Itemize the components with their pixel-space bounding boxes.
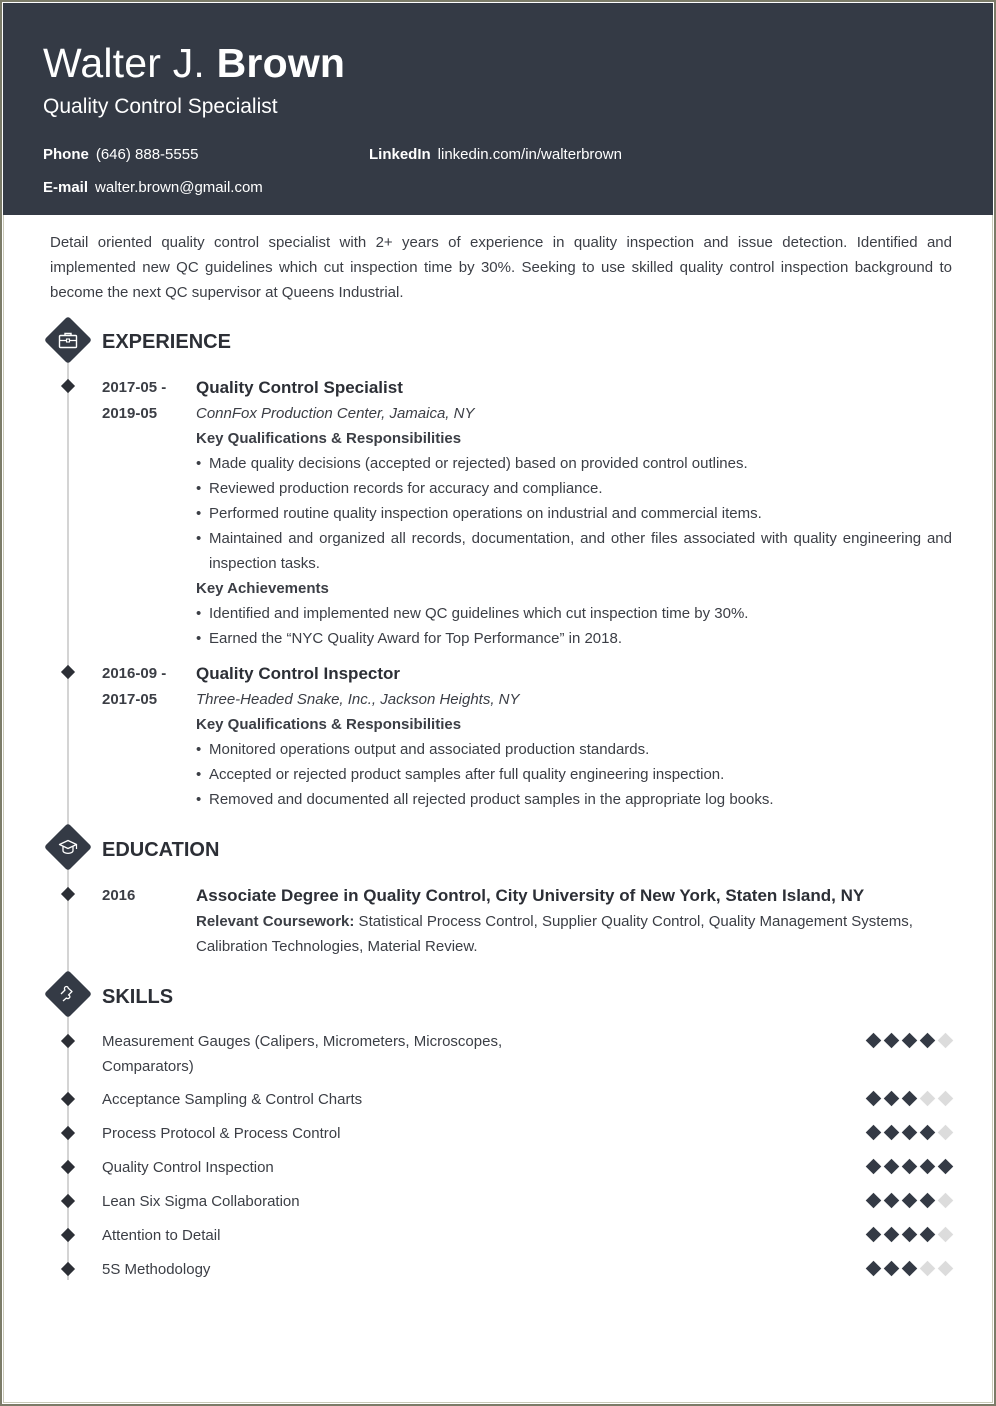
rating-diamond-icon [920,1261,936,1277]
skill-row [102,1155,952,1180]
date-end: 2017-05 [102,691,158,708]
skill-rating [867,1125,952,1140]
skill-name: Lean Six Sigma Collaboration [102,1193,300,1210]
list-item: • Made quality decisions (accepted or rejected) based on provided control outlines. [196,451,952,476]
rating-diamond-icon [884,1159,900,1175]
achievements-list [196,601,952,651]
rating-diamond-icon [902,1227,918,1243]
rating-diamond-icon [866,1159,882,1175]
list-item: • Accepted or rejected product samples after full quality engineering inspection. [196,762,952,787]
rating-diamond-icon [920,1159,936,1175]
last-name: Brown [216,40,346,86]
rating-diamond-icon [902,1193,918,1209]
coursework-list: Statistical Process Control, Supplier Quality Control, Quality Management Systems, Calibration Technologies, Material Review. [196,913,913,955]
profile-summary: Detail oriented quality control specialist with 2+ years of experience in quality inspection and issue detection. Identified and implemented new QC guidelines which cut inspection time by 30%. Seeking to use skilled quality control inspection background to become the next QC supervisor at Queens Industrial. [50,234,952,301]
degree: Associate Degree in Quality Control, City University of New York, Staten Island, NY [196,886,865,905]
skill-rating [867,1159,952,1174]
job-dates [102,375,166,427]
skill-row [102,1189,952,1214]
achievements-heading: Key Achievements [196,580,329,597]
contact-linkedin [369,146,622,163]
job-role: Quality Control Inspector [196,664,401,683]
rating-diamond-icon [938,1125,954,1141]
rating-diamond-icon [920,1227,936,1243]
email-label: E-mail [43,179,89,196]
email-value[interactable]: walter.brown@gmail.com [95,179,263,196]
phone-label: Phone [43,146,89,163]
job-role: Quality Control Specialist [196,378,403,397]
list-item: • Removed and documented all rejected product samples in the appropriate log books. [196,787,952,812]
responsibilities-heading: Key Qualifications & Responsibilities [196,716,462,733]
rating-diamond-icon [938,1193,954,1209]
rating-diamond-icon [866,1227,882,1243]
skill-row [102,1223,952,1248]
contact-phone [43,146,198,163]
list-item: • Identified and implemented new QC guidelines which cut inspection time by 30%. [196,601,952,626]
skill-name: Attention to Detail [102,1227,221,1244]
skill-rating [867,1227,952,1242]
puzzle-icon [55,981,81,1007]
linkedin-value[interactable]: linkedin.com/in/walterbrown [437,146,622,163]
rating-diamond-icon [866,1033,882,1049]
rating-diamond-icon [866,1261,882,1277]
rating-diamond-icon [938,1227,954,1243]
graduation-cap-icon [55,834,81,860]
date-start: 2016-09 - [102,665,167,682]
experience-entry [196,374,952,651]
job-company: ConnFox Production Center, Jamaica, NY [196,405,475,422]
rating-diamond-icon [884,1261,900,1277]
job-dates [102,661,166,713]
rating-diamond-icon [884,1033,900,1049]
list-item: • Monitored operations output and associated production standards. [196,737,952,762]
list-item: • Earned the “NYC Quality Award for Top Performance” in 2018. [196,626,952,651]
skill-name: Quality Control Inspection [102,1159,274,1176]
skill-name: Process Protocol & Process Control [102,1125,341,1142]
skill-rating [867,1261,952,1276]
contact-email [43,179,263,196]
rating-diamond-icon [884,1125,900,1141]
rating-diamond-icon [884,1193,900,1209]
skill-row [102,1257,952,1282]
briefcase-icon [55,327,81,353]
rating-diamond-icon [884,1091,900,1107]
rating-diamond-icon [866,1193,882,1209]
rating-diamond-icon [866,1125,882,1141]
section-title-experience: EXPERIENCE [102,331,231,353]
rating-diamond-icon [902,1261,918,1277]
coursework-label: Relevant Coursework: [196,913,355,930]
skill-name: Acceptance Sampling & Control Charts [102,1091,363,1108]
rating-diamond-icon [902,1033,918,1049]
rating-diamond-icon [902,1159,918,1175]
rating-diamond-icon [920,1091,936,1107]
rating-diamond-icon [938,1091,954,1107]
rating-diamond-icon [902,1125,918,1141]
timeline-line [67,350,69,1280]
skill-name: 5S Methodology [102,1261,211,1278]
skill-name: Measurement Gauges (Calipers, Micrometers, Microscopes, Comparators) [102,1033,503,1075]
skill-row [102,1121,952,1146]
skill-rating [867,1091,952,1106]
rating-diamond-icon [920,1193,936,1209]
linkedin-label: LinkedIn [369,146,431,163]
rating-diamond-icon [902,1091,918,1107]
experience-entry [196,660,952,812]
job-title: Quality Control Specialist [43,95,278,118]
section-title-skills: SKILLS [102,986,174,1008]
rating-diamond-icon [938,1159,954,1175]
responsibilities-heading: Key Qualifications & Responsibilities [196,430,462,447]
list-item: • Maintained and organized all records, documentation, and other files associated with quality engineering and inspection tasks. [196,526,952,576]
first-name: Walter J. [43,40,206,86]
rating-diamond-icon [884,1227,900,1243]
responsibilities-list [196,737,952,812]
job-company: Three-Headed Snake, Inc., Jackson Heights, NY [196,691,520,708]
rating-diamond-icon [920,1125,936,1141]
skill-row [102,1087,952,1112]
resume-header [3,3,993,215]
skill-rating [867,1193,952,1208]
rating-diamond-icon [938,1261,954,1277]
date-end: 2019-05 [102,405,158,422]
coursework [196,909,952,959]
section-title-education: EDUCATION [102,839,220,861]
list-item: • Reviewed production records for accuracy and compliance. [196,476,952,501]
phone-value: (646) 888-5555 [95,146,199,163]
list-item: • Performed routine quality inspection operations on industrial and commercial items. [196,501,952,526]
responsibilities-list [196,451,952,576]
rating-diamond-icon [920,1033,936,1049]
date-start: 2017-05 - [102,379,167,396]
skill-row [102,1029,952,1079]
rating-diamond-icon [938,1033,954,1049]
rating-diamond-icon [866,1091,882,1107]
skill-rating [867,1033,952,1048]
education-entry [196,882,952,959]
education-date: 2016 [102,887,136,904]
candidate-name [43,40,345,87]
